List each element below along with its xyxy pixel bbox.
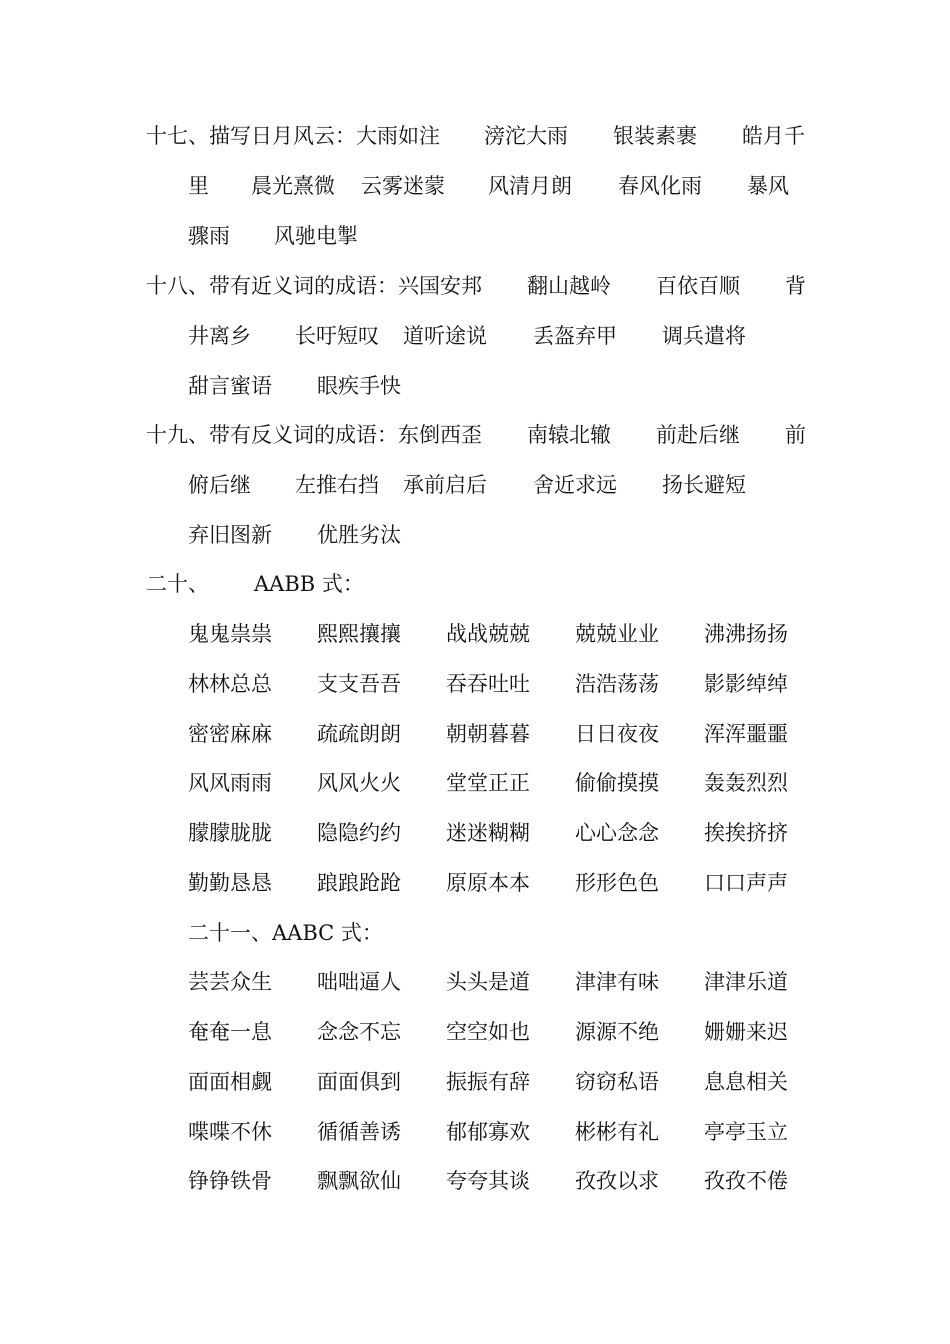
idiom: 井离乡 bbox=[188, 324, 251, 348]
idiom: 念念不忘 bbox=[317, 1020, 401, 1044]
idiom: 铮铮铁骨 bbox=[188, 1169, 272, 1193]
idiom: 浑浑噩噩 bbox=[704, 722, 788, 746]
idiom: 隐隐约约 bbox=[317, 821, 401, 845]
section-20-label: AABB 式： bbox=[254, 572, 364, 596]
idiom: 背 bbox=[785, 274, 806, 298]
idiom: 鬼鬼祟祟 bbox=[188, 622, 272, 646]
idiom: 堂堂正正 bbox=[446, 771, 530, 795]
idiom: 咄咄逼人 bbox=[317, 970, 401, 994]
idiom: 心心念念 bbox=[575, 821, 659, 845]
idiom: 面面相觑 bbox=[188, 1070, 272, 1094]
idiom: 承前启后 bbox=[403, 473, 487, 497]
idiom: 眼疾手快 bbox=[317, 374, 401, 398]
idiom: 银装素裹 bbox=[613, 124, 697, 148]
idiom: 南辕北辙 bbox=[527, 423, 611, 447]
idiom: 轰轰烈烈 bbox=[704, 771, 788, 795]
idiom: 翻山越岭 bbox=[527, 274, 611, 298]
idiom: 亭亭玉立 bbox=[704, 1120, 788, 1144]
idiom: 优胜劣汰 bbox=[317, 523, 401, 547]
idiom: 空空如也 bbox=[446, 1020, 530, 1044]
idiom: 支支吾吾 bbox=[317, 672, 401, 696]
section-17-heading: 十七、描写日月风云： bbox=[146, 124, 356, 148]
idiom: 勤勤恳恳 bbox=[188, 871, 272, 895]
idiom: 挨挨挤挤 bbox=[704, 821, 788, 845]
idiom: 暴风 bbox=[747, 174, 789, 198]
idiom: 沸沸扬扬 bbox=[704, 622, 788, 646]
idiom: 口口声声 bbox=[704, 871, 788, 895]
idiom: 芸芸众生 bbox=[188, 970, 272, 994]
idiom: 兢兢业业 bbox=[575, 622, 659, 646]
idiom: 前赴后继 bbox=[656, 423, 740, 447]
idiom: 大雨如注 bbox=[356, 124, 440, 148]
idiom: 道听途说 bbox=[403, 324, 487, 348]
idiom: 源源不绝 bbox=[575, 1020, 659, 1044]
idiom: 偷偷摸摸 bbox=[575, 771, 659, 795]
idiom: 里 bbox=[188, 174, 209, 198]
idiom: 丢盔弃甲 bbox=[533, 324, 617, 348]
idiom: 甜言蜜语 bbox=[188, 374, 272, 398]
idiom: 影影绰绰 bbox=[704, 672, 788, 696]
idiom: 春风化雨 bbox=[618, 174, 702, 198]
idiom: 舍近求远 bbox=[533, 473, 617, 497]
idiom: 密密麻麻 bbox=[188, 722, 272, 746]
idiom: 喋喋不休 bbox=[188, 1120, 272, 1144]
idiom: 日日夜夜 bbox=[575, 722, 659, 746]
idiom: 吞吞吐吐 bbox=[446, 672, 530, 696]
idiom: 风清月朗 bbox=[488, 174, 572, 198]
idiom: 郁郁寡欢 bbox=[446, 1120, 530, 1144]
idiom: 面面俱到 bbox=[317, 1070, 401, 1094]
section-19-heading: 十九、带有反义词的成语： bbox=[146, 423, 398, 447]
idiom: 迷迷糊糊 bbox=[446, 821, 530, 845]
idiom: 窃窃私语 bbox=[575, 1070, 659, 1094]
idiom: 东倒西歪 bbox=[398, 423, 482, 447]
idiom: 长吁短叹 bbox=[295, 324, 379, 348]
idiom: 原原本本 bbox=[446, 871, 530, 895]
idiom: 姗姗来迟 bbox=[704, 1020, 788, 1044]
idiom: 朝朝暮暮 bbox=[446, 722, 530, 746]
idiom: 孜孜不倦 bbox=[704, 1169, 788, 1193]
idiom: 彬彬有礼 bbox=[575, 1120, 659, 1144]
idiom: 风驰电掣 bbox=[274, 224, 358, 248]
idiom: 前 bbox=[785, 423, 806, 447]
idiom: 津津有味 bbox=[575, 970, 659, 994]
idiom: 循循善诱 bbox=[317, 1120, 401, 1144]
idiom: 奄奄一息 bbox=[188, 1020, 272, 1044]
idiom: 扬长避短 bbox=[662, 473, 746, 497]
idiom: 振振有辞 bbox=[446, 1070, 530, 1094]
idiom: 百依百顺 bbox=[656, 274, 740, 298]
idiom: 晨光熹微 bbox=[251, 174, 335, 198]
idiom: 津津乐道 bbox=[704, 970, 788, 994]
idiom: 形形色色 bbox=[575, 871, 659, 895]
idiom: 调兵遣将 bbox=[662, 324, 746, 348]
idiom: 弃旧图新 bbox=[188, 523, 272, 547]
idiom: 滂沱大雨 bbox=[484, 124, 568, 148]
idiom: 林林总总 bbox=[188, 672, 272, 696]
idiom: 息息相关 bbox=[704, 1070, 788, 1094]
section-20-number: 二十、 bbox=[146, 572, 209, 596]
idiom: 左推右挡 bbox=[295, 473, 379, 497]
idiom: 俯后继 bbox=[188, 473, 251, 497]
idiom: 云雾迷蒙 bbox=[361, 174, 445, 198]
section-21-heading: 二十一、AABC 式： bbox=[188, 921, 383, 945]
section-18-heading: 十八、带有近义词的成语： bbox=[146, 274, 398, 298]
idiom: 风风火火 bbox=[317, 771, 401, 795]
idiom: 飘飘欲仙 bbox=[317, 1169, 401, 1193]
idiom: 兴国安邦 bbox=[398, 274, 482, 298]
idiom: 朦朦胧胧 bbox=[188, 821, 272, 845]
idiom: 孜孜以求 bbox=[575, 1169, 659, 1193]
idiom: 踉踉跄跄 bbox=[317, 871, 401, 895]
idiom: 浩浩荡荡 bbox=[575, 672, 659, 696]
idiom: 疏疏朗朗 bbox=[317, 722, 401, 746]
idiom: 夸夸其谈 bbox=[446, 1169, 530, 1193]
idiom: 熙熙攘攘 bbox=[317, 622, 401, 646]
idiom: 骤雨 bbox=[188, 224, 230, 248]
idiom: 头头是道 bbox=[446, 970, 530, 994]
idiom: 战战兢兢 bbox=[446, 622, 530, 646]
idiom: 皓月千 bbox=[742, 124, 805, 148]
idiom: 风风雨雨 bbox=[188, 771, 272, 795]
